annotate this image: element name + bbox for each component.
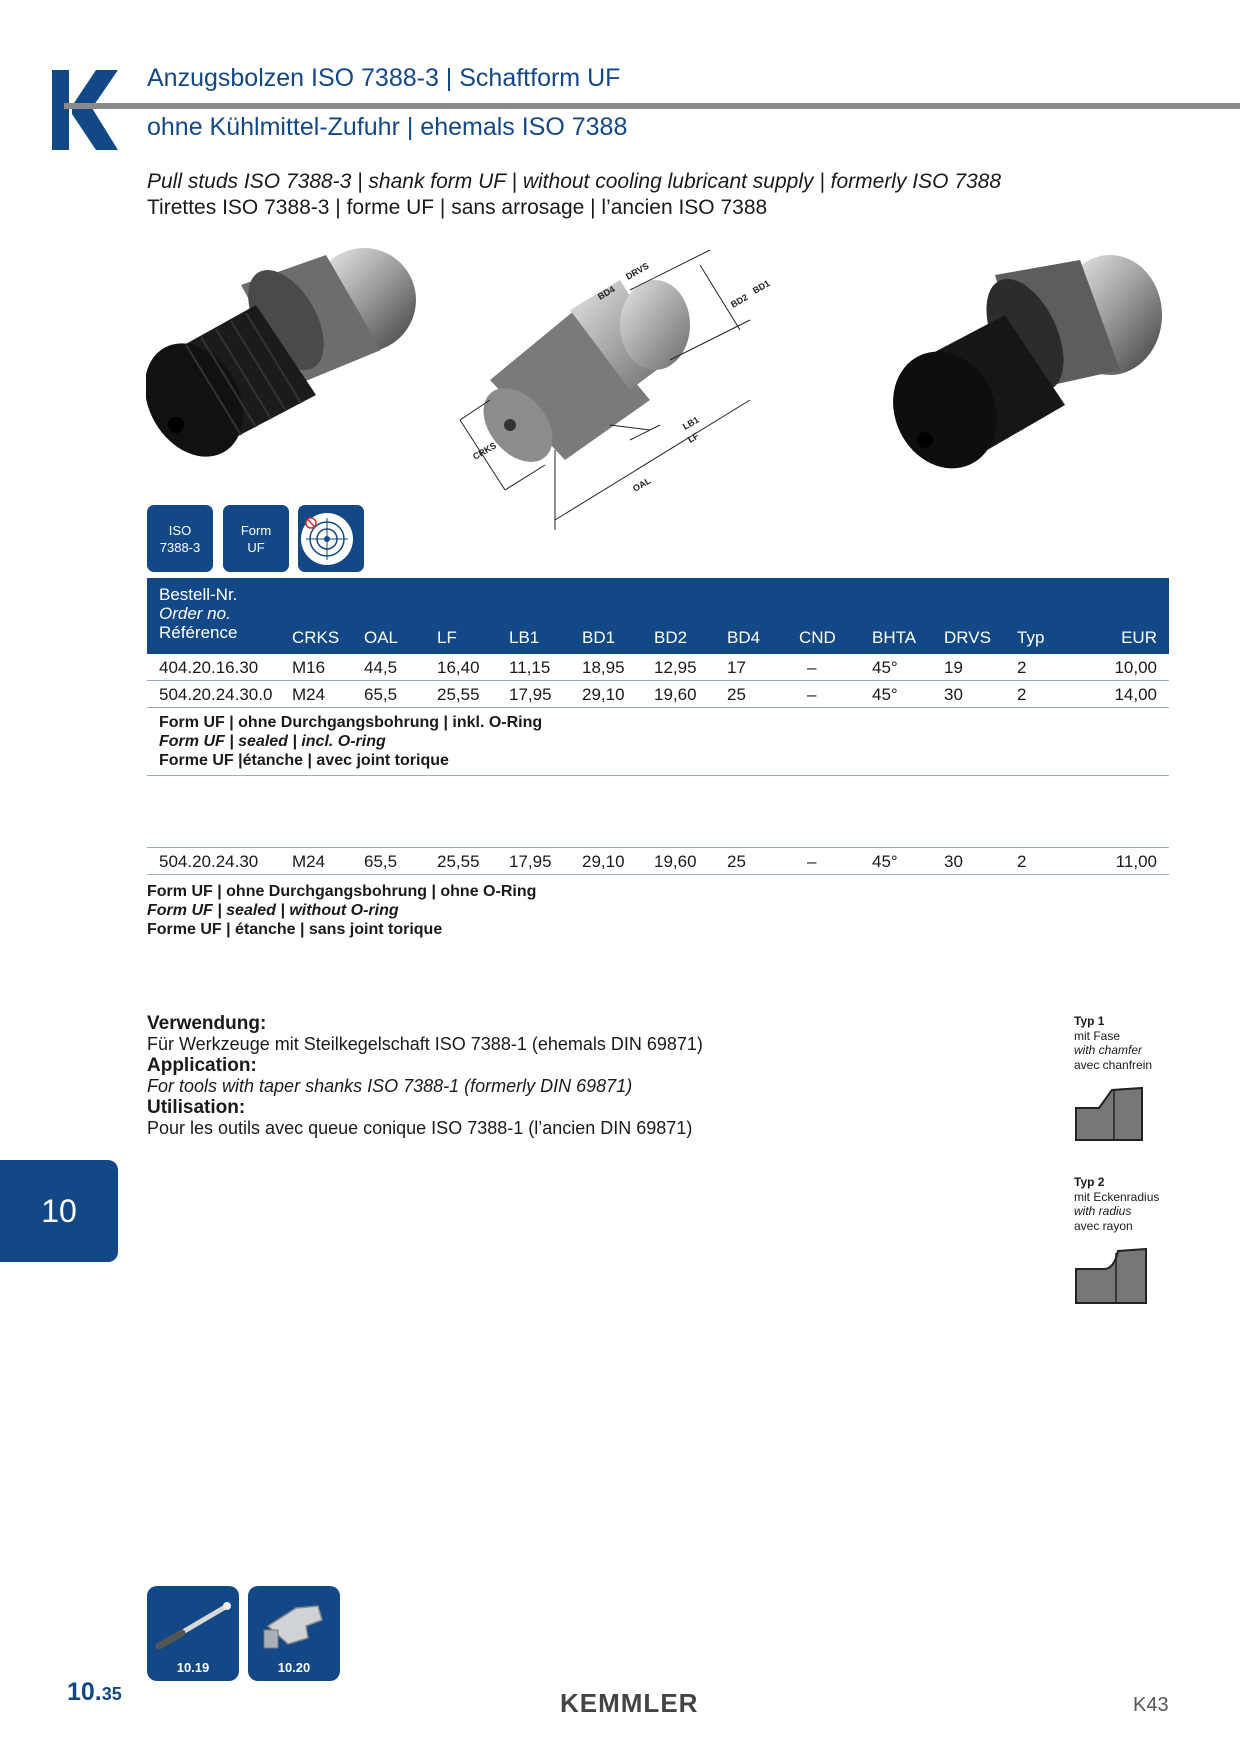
col-header-bd2: BD2 [654,628,688,647]
table-row: 504.20.24.30 M24 65,5 25,55 17,95 29,10 19,60 25 – 45° 30 2 11,00 [147,848,1169,875]
divider [147,775,1169,776]
group1-note: Form UF | ohne Durchgangsbohrung | inkl. O-Ring Form UF | sealed | incl. O-ring Forme UF |étanche | avec joint torique [159,714,543,769]
label-crks: CRKS [471,440,499,462]
table-header [147,578,1169,654]
col-header-oal: OAL [364,628,399,647]
pull-stud-dimension-drawing [460,250,800,535]
page-number: 10.35 [67,1678,122,1706]
pull-stud-photo-right [890,245,1165,485]
col-header-lf: LF [437,628,457,647]
table-row: 404.20.16.30 M16 44,5 16,40 11,15 18,95 12,95 17 – 45° 19 2 10,00 [147,654,1169,681]
torque-wrench-icon [147,1586,239,1656]
page-subtitle-en: Pull studs ISO 7388-3 | shank form UF | without cooling lubricant supply | formerly ISO 7388 [147,170,1002,193]
label-drvs: DRVS [624,260,651,282]
label-bd1: BD1 [751,278,772,296]
type-1-legend: Typ 1 mit Fase with chamfer avec chanfrein [1074,1014,1152,1146]
radius-profile-icon [1074,1239,1148,1305]
kemmler-k-logo [52,70,118,150]
label-oal: OAL [631,475,653,494]
brand-wordmark: KEMMLER [560,1688,699,1718]
col-header-typ: Typ [1017,628,1045,647]
header-rule [64,103,1240,109]
col-header-bhta: BHTA [872,628,917,647]
col-header-crks: CRKS [292,628,340,647]
related-tool-10-19[interactable]: 10.19 [147,1586,239,1681]
page-subtitle-de: ohne Kühlmittel-Zufuhr | ehemals ISO 7388 [147,113,628,141]
page-code: K43 [1133,1694,1169,1716]
table-row: 504.20.24.30.0 M24 65,5 25,55 17,95 29,10 19,60 25 – 45° 30 2 14,00 [147,681,1169,708]
wrench-insert-icon [248,1586,340,1656]
page-title: Anzugsbolzen ISO 7388-3 | Schaftform UF [147,64,621,92]
col-header-eur: EUR [1121,628,1157,647]
chapter-tab[interactable]: 10 [0,1160,118,1262]
related-tool-10-20[interactable]: 10.20 [248,1586,340,1681]
badge-form-uf: Form UF [223,505,289,572]
ref-header: Bestell-Nr. Order no. Référence [159,585,238,642]
label-bd2: BD2 [729,292,750,310]
col-header-bd1: BD1 [582,628,616,647]
usage-section: Verwendung: Für Werkzeuge mit Steilkegelschaft ISO 7388-1 (ehemals DIN 69871) Application: For tools with taper shanks ISO 7388-1 (formerly DIN 69871) Utilisation: Pour les outils avec queue conique ISO 7388-1 (l’ancien DIN 69871) [147,1013,703,1138]
label-lf: LF [686,430,701,445]
label-bd4: BD4 [596,284,617,302]
page-subtitle-fr: Tirettes ISO 7388-3 | forme UF | sans arrosage | l’ancien ISO 7388 [147,196,768,219]
group2-note: Form UF | ohne Durchgangsbohrung | ohne O-Ring Form UF | sealed | without O-ring Forme UF | étanche | sans joint torique [147,883,537,938]
col-header-bd4: BD4 [727,628,761,647]
pull-stud-photo-left [146,245,421,470]
label-lb1: LB1 [681,414,701,432]
chamfer-profile-icon [1074,1078,1146,1142]
col-header-drvs: DRVS [944,628,991,647]
type-2-legend: Typ 2 mit Eckenradius with radius avec rayon [1074,1175,1159,1309]
badge-no-coolant [298,505,364,572]
col-header-lb1: LB1 [509,628,540,647]
col-header-cnd: CND [799,628,836,647]
badge-iso-7388-3: ISO 7388-3 [147,505,213,572]
no-coolant-icon [298,510,356,568]
